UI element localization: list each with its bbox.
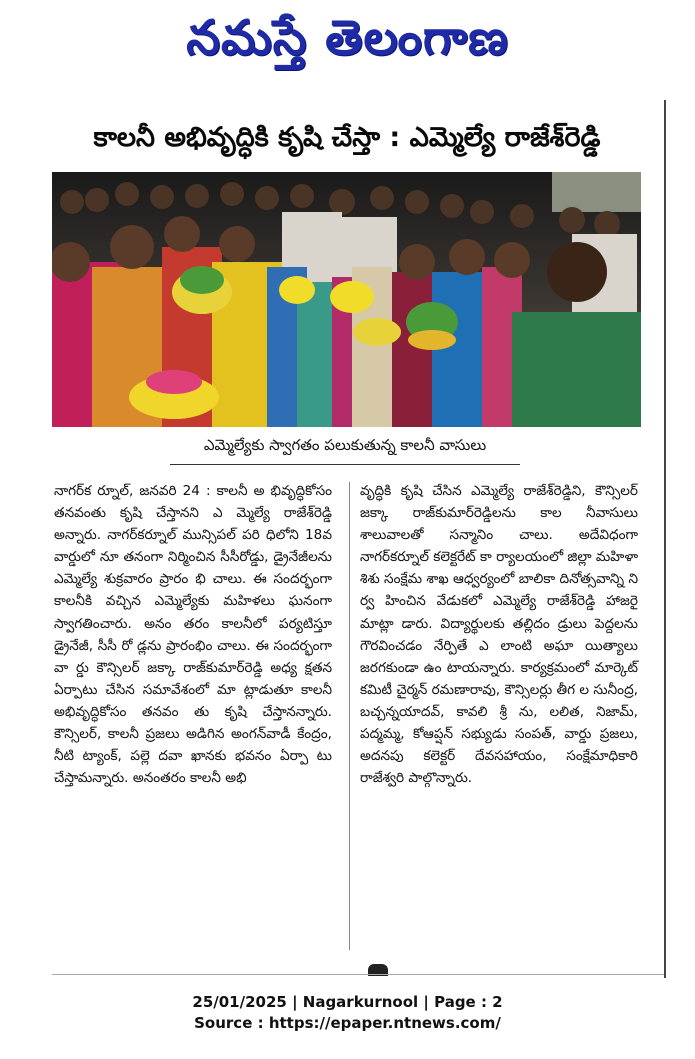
newspaper-title: నమస్తే తెలంగాణ <box>186 10 509 66</box>
crowd-photo-illustration <box>52 172 641 427</box>
article-column-left: నాగర్‌క ర్నూల్, జనవరి 24 : కాలనీ అ భివృద్ధికోసం తనవంతు కృషి చేస్తానని ఎ మ్మెల్యే రాజేశ్‌రెడ్డి అన్నారు. నాగర్‌కర్నూల్ మున్సిపల్ పరి ధిలోని 18వ వార్డులో నూ తనంగా నిర్మించిన సీసీరోడ్డు, డ్రైనేజీలను ఎమ్మెల్యే శుక్రవారం ప్రారం భి చాలు. ఈ సందర్భంగా కాలనీకి వచ్చిన ఎమ్మెల్యేకు మహిళలు ఘనంగా స్వాగతించారు. అనం తరం కాలనీలో పర్యటిస్తూ డ్రైనేజీ, సీసీ రో డ్లను ప్రారంభిం చాలు. ఈ సందర్భంగా వా ర్డు కౌన్సిలర్ జక్కా రాజ్‌కుమార్‌రెడ్డి అధ్య క్షతన ఏర్పాటు చేసిన సమావేశంలో మా ట్లాడుతూ కాలనీ అభివృద్ధికోసం తనవం తు కృషి చేస్తానన్నారు. కౌన్సిలర్, కాలనీ ప్రజలు అడిగిన అంగన్‌వాడీ కేంద్రం, నీటి ట్యాంక్, పల్లె దవా ఖానకు భవనం ఏర్పా టు చేస్తామన్నారు. అనంతరం కాలనీ అభి <box>54 483 332 787</box>
footer-source: Source : https://epaper.ntnews.com/ <box>194 1014 501 1032</box>
page-border <box>664 100 666 978</box>
page-footer <box>0 992 695 1034</box>
photo-caption-box <box>170 428 520 465</box>
article-headline: కాలనీ అభివృద్ధికి కృషి చేస్తా : ఎమ్మెల్యే రాజేశ్‌రెడ్డి <box>93 122 601 153</box>
masthead <box>0 0 695 78</box>
clip-bottom-rule <box>52 974 664 975</box>
photo-caption: ఎమ్మెల్యేకు స్వాగతం పలుకుతున్న కాలనీ వాసులు <box>203 436 487 454</box>
column-divider <box>349 482 350 950</box>
footer-date-edition: 25/01/2025 | Nagarkurnool | Page : 2 <box>192 993 503 1011</box>
article-photo <box>52 172 641 427</box>
article-column-right: వృద్ధికి కృషి చేసిన ఎమ్మెల్యే రాజేశ్‌రెడ్డిని, కౌన్సిలర్ జక్కా రాజ్‌కుమార్‌రెడ్డిలను కాల నీవాసులు శాలువాలతో సన్మానిం చాలు. అదేవిధంగా నాగర్‌కర్నూల్ కలెక్టరేట్ కా ర్యాలయంలో జిల్లా మహిళా శిశు సంక్షేమ శాఖ ఆధ్వర్యంలో బాలికా దినోత్సవాన్ని ని ర్వ హించిన వేడుకలో ఎమ్మెల్యే రాజేశ్‌రెడ్డి హాజరై మాట్లా డారు. విద్యార్థులకు తల్లిదం డ్రులు పెద్దలను గౌరవించడం నేర్పితే ఎ లాంటి అఘా యిత్యాలు జరగకుండా ఉం టాయన్నారు. కార్యక్రమంలో మార్కెట్ కమిటీ చైర్మన్ రమణారావు, కౌన్సిలర్లు తీగ ల సునీంద్ర, బచ్చన్నయాదవ్, కావలి శ్రీ ను, లలిత, నిజామ్, పద్మమ్మ, కోఆప్షన్ సభ్యుడు సంపత్, వార్డు ప్రజలు, అదనపు కలెక్టర్ దేవసహాయం, సంక్షేమాధికారి రాజేశ్వరి పాల్గొన్నారు. <box>360 483 639 787</box>
